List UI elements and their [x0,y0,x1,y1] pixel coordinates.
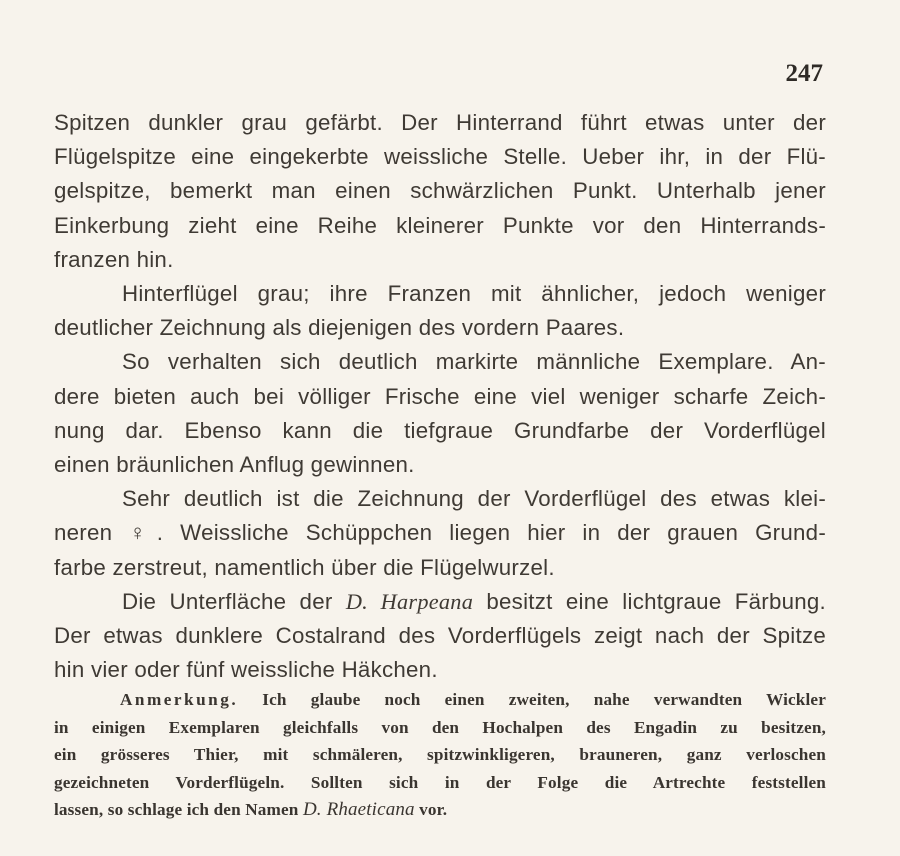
note-line: ein grösseres Thier, mit schmäleren, spitzwinkligeren, brauneren, ganz verloschen [54,745,826,765]
text-segment: Ich glaube noch einen zweiten, nahe verwandten Wickler [262,690,826,709]
text-segment: Die Unterfläche der [122,588,346,614]
note-label: Anmerkung. [120,690,239,709]
text-line: hin vier oder fünf weissliche Häkchen. [54,657,438,683]
text-line: Einkerbung zieht eine Reihe kleinerer Punkte vor den Hinterrands- [54,212,826,238]
text-line: Spitzen dunkler grau gefärbt. Der Hinterrand führt etwas unter der [54,110,826,135]
text-line: Der etwas dunklere Costalrand des Vorderflügels zeigt nach der Spitze [54,623,826,649]
body-text [54,106,826,687]
text-line [54,585,826,619]
text-line: deutlicher Zeichnung als diejenigen des vordern Paares. [54,315,625,341]
text-line: einen bräunlichen Anflug gewinnen. [54,452,415,478]
body-paragraphs [54,106,826,585]
text-line: Sehr deutlich ist die Zeichnung der Vorderflügel des etwas klei- [122,486,826,512]
text-line: dere bieten auch bei völliger Frische eine viel weniger scharfe Zeich- [54,383,826,409]
page-number: 247 [785,60,823,87]
text-line: Flügelspitze eine eingekerbte weissliche Stelle. Ueber ihr, in der Flü- [54,144,826,170]
text-line: franzen hin. [54,246,174,272]
text-line: Hinterflügel grau; ihre Franzen mit ähnlicher, jedoch weniger [122,281,826,307]
text-line: So verhalten sich deutlich markirte männliche Exemplare. An- [122,349,826,375]
note-line [54,686,826,714]
text-line: gelspitze, bemerkt man einen schwärzlichen Punkt. Unterhalb jener [54,178,826,204]
text-segment: besitzt eine lichtgraue Färbung. [473,588,827,614]
species-name: D. Harpeana [345,588,474,614]
text-segment: lassen, so schlage ich den Namen [54,800,303,820]
text-line: farbe zerstreut, namentlich über die Flügelwurzel. [54,554,555,580]
text-line: neren ♀. Weissliche Schüppchen liegen hier in der grauen Grund- [54,520,826,546]
species-name: D. Rhaeticana [302,799,415,821]
text-segment: vor. [414,800,448,820]
note-line [54,796,826,824]
footnote [54,686,826,824]
note-line: gezeichneten Vorderflügeln. Sollten sich in der Folge die Artrechte feststellen [54,772,826,792]
text-line: nung dar. Ebenso kann die tiefgraue Grundfarbe der Vorderflügel [54,417,826,443]
note-line: in einigen Exemplaren gleichfalls von den Hochalpen des Engadin zu besitzen, [54,717,826,737]
